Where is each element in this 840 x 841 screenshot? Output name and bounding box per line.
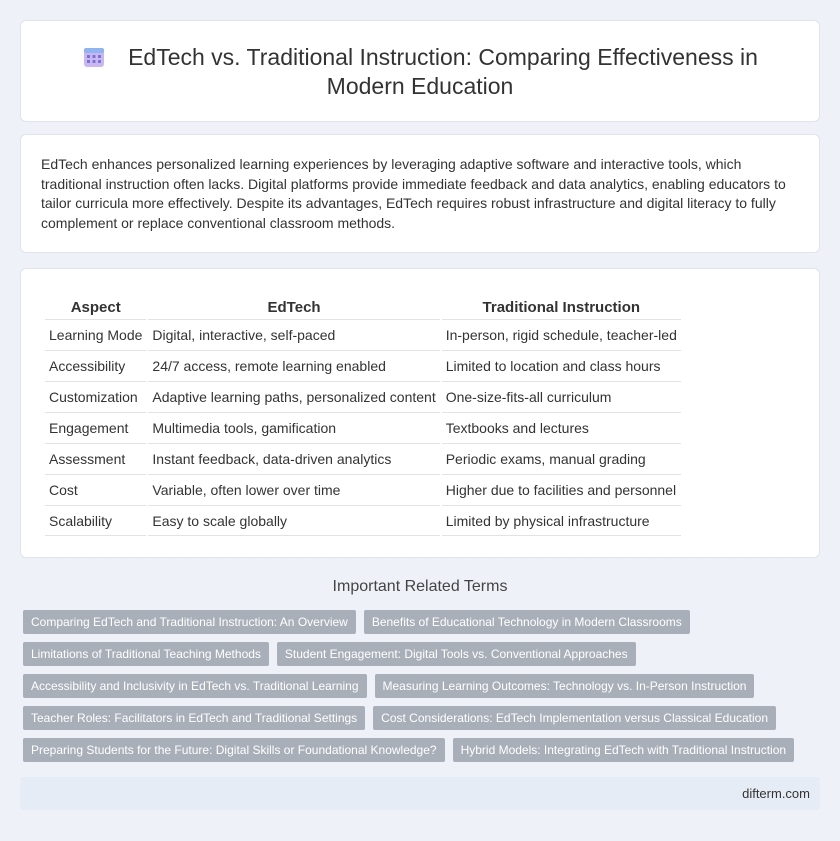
- table-cell: In-person, rigid schedule, teacher-led: [442, 319, 681, 350]
- table-cell: Easy to scale globally: [148, 505, 439, 536]
- table-cell: Assessment: [45, 443, 146, 474]
- table-row: [45, 412, 681, 443]
- related-term-link[interactable]: Comparing EdTech and Traditional Instruction: An Overview: [23, 610, 356, 634]
- related-term-link[interactable]: Benefits of Educational Technology in Modern Classrooms: [364, 610, 690, 634]
- column-header-traditional: Traditional Instruction: [482, 299, 641, 316]
- column-header-edtech: EdTech: [267, 299, 321, 316]
- table-cell: Scalability: [45, 505, 146, 536]
- table-row: [45, 443, 681, 474]
- header: [61, 43, 779, 101]
- related-term-link[interactable]: Cost Considerations: EdTech Implementation versus Classical Education: [373, 706, 776, 730]
- table-row: [45, 350, 681, 381]
- header-card: [20, 20, 820, 122]
- table-row: [45, 381, 681, 412]
- table-cell: Customization: [45, 381, 146, 412]
- table-header-row: [45, 293, 681, 319]
- footer: [20, 777, 820, 810]
- table-row: [45, 505, 681, 536]
- table-cell: Accessibility: [45, 350, 146, 381]
- calendar-grid-icon: [82, 45, 106, 69]
- table-cell: Variable, often lower over time: [148, 474, 439, 505]
- table-cell: Engagement: [45, 412, 146, 443]
- table-cell: Textbooks and lectures: [442, 412, 681, 443]
- table-cell: One-size-fits-all curriculum: [442, 381, 681, 412]
- summary-paragraph: EdTech enhances personalized learning experiences by leveraging adaptive software and interactive tools, which traditional instruction often lacks. Digital platforms provide immediate feedback and data analytics, enabling educators to tailor curricula more effectively. Despite its advantages, EdTech requires robust infrastructure and digital literacy to fully complement or replace conventional classroom methods.: [41, 156, 786, 231]
- tag-row: [23, 738, 803, 762]
- page-title-text: EdTech vs. Traditional Instruction: Comparing Effectiveness in Modern Education: [128, 44, 758, 99]
- summary-card: [20, 134, 820, 253]
- related-term-link[interactable]: Student Engagement: Digital Tools vs. Conventional Approaches: [277, 642, 636, 666]
- table-cell: Instant feedback, data-driven analytics: [148, 443, 439, 474]
- table-cell: Adaptive learning paths, personalized content: [148, 381, 439, 412]
- comparison-table: [43, 293, 683, 536]
- related-term-link[interactable]: Hybrid Models: Integrating EdTech with Traditional Instruction: [453, 738, 795, 762]
- table-cell: Multimedia tools, gamification: [148, 412, 439, 443]
- related-term-link[interactable]: Limitations of Traditional Teaching Methods: [23, 642, 269, 666]
- table-cell: Limited by physical infrastructure: [442, 505, 681, 536]
- page-title: [61, 43, 779, 101]
- related-terms-list: [23, 610, 803, 770]
- related-terms-heading: Important Related Terms: [332, 578, 508, 595]
- tag-row: [23, 610, 803, 634]
- table-cell: Higher due to facilities and personnel: [442, 474, 681, 505]
- tag-row: [23, 674, 803, 698]
- table-cell: 24/7 access, remote learning enabled: [148, 350, 439, 381]
- table-row: [45, 319, 681, 350]
- table-cell: Periodic exams, manual grading: [442, 443, 681, 474]
- related-term-link[interactable]: Teacher Roles: Facilitators in EdTech and Traditional Settings: [23, 706, 365, 730]
- table-cell: Digital, interactive, self-paced: [148, 319, 439, 350]
- table-cell: Cost: [45, 474, 146, 505]
- tag-row: [23, 706, 803, 730]
- table-row: [45, 474, 681, 505]
- footer-site-link[interactable]: difterm.com: [742, 786, 810, 801]
- comparison-table-card: [20, 268, 820, 558]
- table-cell: Learning Mode: [45, 319, 146, 350]
- tag-row: [23, 642, 803, 666]
- related-term-link[interactable]: Accessibility and Inclusivity in EdTech vs. Traditional Learning: [23, 674, 367, 698]
- table-cell: Limited to location and class hours: [442, 350, 681, 381]
- related-term-link[interactable]: Preparing Students for the Future: Digital Skills or Foundational Knowledge?: [23, 738, 445, 762]
- related-term-link[interactable]: Measuring Learning Outcomes: Technology vs. In-Person Instruction: [375, 674, 755, 698]
- column-header-aspect: Aspect: [70, 299, 121, 316]
